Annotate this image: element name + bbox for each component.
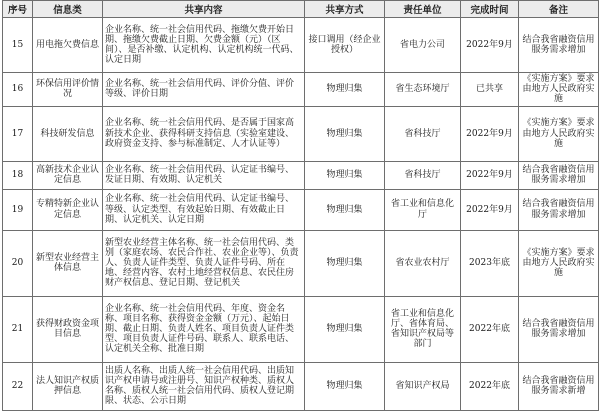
- row-note: 《实施方案》要求由地方人民政府实施: [519, 230, 599, 296]
- row-note: 结合我省融资信用服务需求增加: [519, 18, 599, 73]
- row-no: 15: [3, 18, 33, 73]
- row-method: 物理归集: [305, 189, 385, 230]
- row-method: 物理归集: [305, 106, 385, 161]
- table-row: [3, 161, 599, 189]
- table-row: [3, 296, 599, 362]
- row-time: 2022年9月: [461, 106, 519, 161]
- row-unit: 省电力公司: [385, 18, 461, 73]
- row-unit: 省知识产权局: [385, 362, 461, 410]
- row-content: 出质人名称、出质人统一社会信用代码、出质知识产权申请号或注册号、知识产权种类、质权人名称、质权人统一社会信用代码、质权人登记期限、状态、公示日期: [103, 362, 305, 410]
- row-category: 法人知识产权质押信息: [33, 362, 103, 410]
- header-content: 共享内容: [103, 1, 305, 18]
- row-content: 企业名称、统一社会信用代码、年度、资金名称、项目名称、获得资金金额（万元）、起始日期、截止日期、负责人姓名、项目负责人证件类型、项目负责人证件号码、联系人、联系电话、认定机关全称、批准日期: [103, 296, 305, 362]
- row-time: 2022年底: [461, 362, 519, 410]
- row-unit: 省科技厅: [385, 161, 461, 189]
- row-category: 环保信用评价情况: [33, 73, 103, 107]
- table-row: [3, 106, 599, 161]
- row-no: 19: [3, 189, 33, 230]
- row-unit: 省工业和信息化厅、省体育局、省知识产权局等部门: [385, 296, 461, 362]
- row-note: 《实施方案》要求由地方人民政府实施: [519, 73, 599, 107]
- header-category: 信息类: [33, 1, 103, 18]
- row-content: 企业名称、统一社会信用代码、评价分值、评价等级、评价日期: [103, 73, 305, 107]
- row-time: 2022年9月: [461, 161, 519, 189]
- row-content: 企业名称、统一社会信用代码、拖缴欠费开始日期、拖缴欠费截止日期、欠费金额（元）（区间）、是否补缴、认定机构、认定机构统一代码、认定日期: [103, 18, 305, 73]
- row-unit: 省农业农村厅: [385, 230, 461, 296]
- row-unit: 省工业和信息化厅: [385, 189, 461, 230]
- row-note: 结合我省融资信用服务需求新增: [519, 362, 599, 410]
- row-note: 结合我省融资信用服务需求增加: [519, 161, 599, 189]
- row-no: 16: [3, 73, 33, 107]
- row-content: 企业名称、统一社会信用代码、认定证书编号、发证日期、有效期、认定机关: [103, 161, 305, 189]
- row-category: 高新技术企业认定信息: [33, 161, 103, 189]
- row-time: 2023年底: [461, 230, 519, 296]
- row-note: 结合我省融资信用服务需求增加: [519, 189, 599, 230]
- row-category: 专精特新企业认定信息: [33, 189, 103, 230]
- row-time: 已共享: [461, 73, 519, 107]
- row-unit: 省科技厅: [385, 106, 461, 161]
- shared-info-table: [2, 0, 599, 411]
- row-category: 新型农业经营主体信息: [33, 230, 103, 296]
- table-row: [3, 362, 599, 410]
- row-method: 物理归集: [305, 362, 385, 410]
- table-row: [3, 230, 599, 296]
- row-category: 用电拖欠费信息: [33, 18, 103, 73]
- header-time: 完成时间: [461, 1, 519, 18]
- row-method: 物理归集: [305, 73, 385, 107]
- header-no: 序号: [3, 1, 33, 18]
- row-note: 《实施方案》要求由地方人民政府实施: [519, 106, 599, 161]
- row-note: 结合我省融资信用服务需求增加: [519, 296, 599, 362]
- row-method: 物理归集: [305, 161, 385, 189]
- row-category: 获得财政资金项目信息: [33, 296, 103, 362]
- header-method: 共享方式: [305, 1, 385, 18]
- table-row: [3, 189, 599, 230]
- row-no: 17: [3, 106, 33, 161]
- table-row: [3, 73, 599, 107]
- row-time: 2022年底: [461, 296, 519, 362]
- header-note: 备注: [519, 1, 599, 18]
- row-no: 20: [3, 230, 33, 296]
- row-content: 企业名称、统一社会信用代码、认定证书编号、等级、认定类型、有效起始日期、有效截止日期、认定机关、认定日期: [103, 189, 305, 230]
- row-time: 2022年9月: [461, 189, 519, 230]
- row-method: 物理归集: [305, 296, 385, 362]
- row-content: 企业名称、统一社会信用代码、是否属于国家高新技术企业、获得科研支持信息（实验室建设、政府资金支持、参与标准制定、人才认证等）: [103, 106, 305, 161]
- row-unit: 省生态环境厅: [385, 73, 461, 107]
- row-category: 科技研发信息: [33, 106, 103, 161]
- row-no: 18: [3, 161, 33, 189]
- row-no: 22: [3, 362, 33, 410]
- row-method: 物理归集: [305, 230, 385, 296]
- table-row: [3, 18, 599, 73]
- row-content: 新型农业经营主体名称、统一社会信用代码、类别（家庭农场、农民合作社、农业企业等）、负责人、负责人证件类型、负责人证件号码、所在地、经营内容、农村土地经营权信息、农民住房财产权信息、登记日期、登记机关: [103, 230, 305, 296]
- row-no: 21: [3, 296, 33, 362]
- table-header-row: [3, 1, 599, 18]
- row-method: 接口调用（经企业授权）: [305, 18, 385, 73]
- header-unit: 责任单位: [385, 1, 461, 18]
- row-time: 2022年9月: [461, 18, 519, 73]
